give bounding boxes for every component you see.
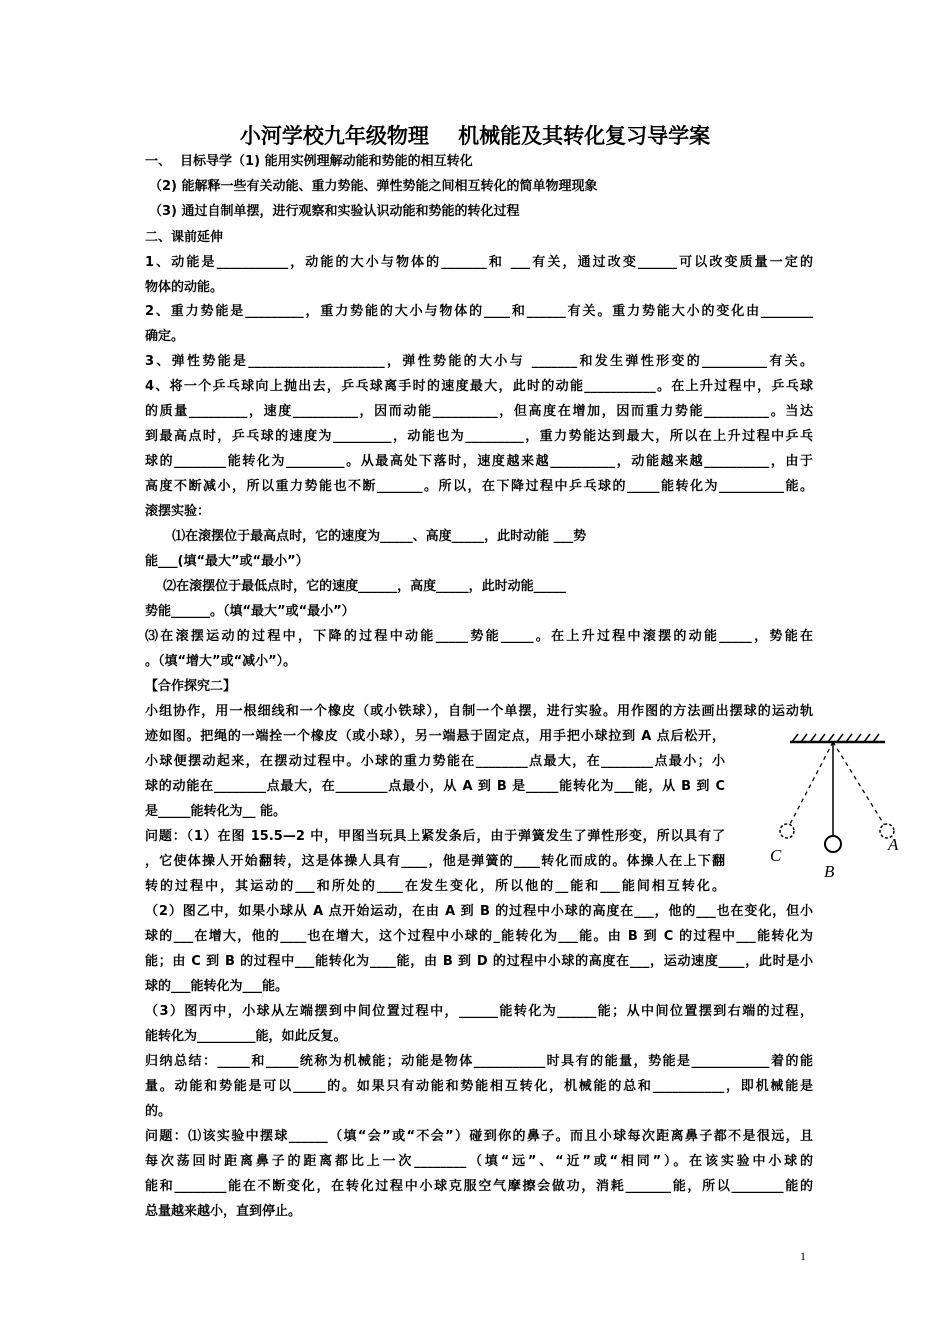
text-line: （2）图乙中，如果小球从 A 点开始运动，在由 A 到 B 的过程中小球的高度在___，他的___也在变化，但小 (145, 904, 813, 919)
text-line: 小球便摆动起来，在摆动过程中。小球的重力势能在________点最大，在________点最小；小 (145, 754, 725, 769)
text-line: 球的___在增大，他的____也在增大，这个过程中小球的_能转化为___能。由 B 到 C 的过程中___能转化为 (145, 929, 813, 944)
page-title: 小河学校九年级物理 机械能及其转化复习导学案 (239, 124, 711, 148)
text-line: ⑶在滚摆运动的过程中，下降的过程中动能_____势能_____。在上升过程中滚摆的动能_____，势能在 (145, 629, 813, 644)
label-c: C (770, 846, 782, 865)
text-line: 4、将一个乒乓球向上抛出去，乒乓球离手时的速度最大，此时的动能___________。在上升过程中，乒乓球 (145, 379, 813, 394)
text-line: 能和________能在不断变化，在转化过程中小球克服空气摩擦会做功，消耗_______能，所以________能的 (145, 1179, 813, 1194)
text-line: 问题：（1）在图 15.5—2 中，甲图当玩具上紧发条后，由于弹簧发生了弹性形变，所以具有了 (145, 829, 725, 844)
label-a: A (888, 835, 899, 854)
text-line: 迹如图。把绳的一端拴一个橡皮（或小球），另一端悬于固定点，用手把小球拉到 A 点后松开， (145, 729, 725, 744)
text-line: 量。动能和势能是可以_____的。如果只有动能和势能相互转化，机械能的总和___________，即机械能是 (145, 1079, 813, 1094)
ball-c (780, 824, 794, 838)
pendulum-figure (760, 728, 920, 888)
text-line: 确定。 (145, 329, 185, 344)
text-line: （3) 通过自制单摆，进行观察和实验认识动能和势能的转化过程 (149, 204, 520, 219)
text-line: 3、弹性势能是_____________________，弹性势能的大小与 _______和发生弹性形变的__________有关。 (145, 354, 813, 369)
text-line: 每次荡回时距离鼻子的距离都比上一次________（填“远”、“近”或“相同”）。在该实验中小球的 (145, 1154, 813, 1169)
text-line: 球的动能在________点最大，在________点最小，从 A 到 B 是_____能转化为___能，从 B 到 C (145, 779, 725, 794)
text-line: 小组协作，用一根细线和一个橡皮（或小铁球），自制一个单摆，进行实验。用作图的方法画出摆球的运动轨 (145, 704, 813, 719)
text-line: 归纳总结：_____和_____统称为机械能；动能是物体___________时具有的能量，势能是____________着的能 (145, 1054, 813, 1069)
text-line: 势能______。（填“最大”或“最小”） (145, 604, 355, 619)
text-line: 能；由 C 到 B 的过程中___能转化为____能，由 B 到 D 的过程中小球的高度在___，运动速度____，此时是小 (145, 954, 813, 969)
text-line: 2、重力势能是_________，重力势能的大小与物体的____和______有关。重力势能大小的变化由________ (145, 304, 813, 319)
text-line: 球的________能转化为_________。从最高处下落时，速度越来越__________，动能越来越__________，由于 (145, 454, 813, 469)
text-line: 球的___能转化为___能。 (145, 979, 289, 994)
string-left (789, 742, 833, 826)
text-line: 高度不断减小，所以重力势能也不断_______。所以，在下降过程中乒乓球的_____能转化为__________能。 (145, 479, 813, 494)
text-line: 的。 (145, 1104, 172, 1119)
label-b: B (824, 862, 835, 881)
text-line: 能转化为_________能，如此反复。 (145, 1029, 347, 1044)
text-line: ⑵在滚摆位于最低点时，它的速度______，高度_____，此时动能_____ (145, 579, 567, 594)
text-line: 总量越来越小，直到停止。 (145, 1204, 302, 1219)
text-line: 到最高点时，乒乓球的速度为_________，动能也为_________，重力势能达到最大，所以在上升过程中乒乓 (145, 429, 813, 444)
text-line: 能___(填“最大”或“最小”） (145, 554, 309, 569)
text-line: 一、 目标导学（1) 能用实例理解动能和势能的相互转化 (145, 154, 473, 169)
text-line: （2) 能解释一些有关动能、重力势能、弹性势能之间相互转化的简单物理现象 (149, 179, 598, 194)
ball-b (825, 836, 841, 852)
text-line: 【合作探究二】 (145, 679, 237, 694)
text-line: ⑴在滚摆位于最高点时，它的速度为_____、高度_____，此时动能 ___势 (145, 529, 587, 544)
text-line: 转的过程中，其运动的___和所处的____在发生变化，所以他的__能和___能间相互转化。 (145, 879, 725, 894)
text-line: 物体的动能。 (145, 280, 224, 295)
text-line: 是_____能转化为__ 能。 (145, 804, 287, 819)
text-line: 1、动能是___________，动能的大小与物体的_______和 ___有关，通过改变______可以改变质量一定的 (145, 255, 813, 270)
page-number: 1 (800, 1249, 806, 1263)
text-line: 二、课前延伸 (145, 230, 224, 245)
string-right (833, 742, 885, 826)
text-line: 问题：⑴该实验中摆球______（填“会”或“不会”）碰到你的鼻子。而且小球每次距离鼻子都不是很远，且 (145, 1129, 813, 1144)
text-line: 。（填“增大”或“减小”）。 (145, 654, 297, 669)
text-line: ，它使体操人开始翻转，这是体操人具有____，他是弹簧的____转化而成的。体操人在上下翻 (145, 854, 725, 869)
text-line: 的质量_________，速度__________，因而动能__________，但高度在增加，因而重力势能__________。当达 (145, 404, 813, 419)
text-line: 滚摆实验： (145, 504, 211, 519)
text-line: （3）图丙中，小球从左端摆到中间位置过程中，______能转化为______能；从中间位置摆到右端的过程， (145, 1004, 813, 1019)
